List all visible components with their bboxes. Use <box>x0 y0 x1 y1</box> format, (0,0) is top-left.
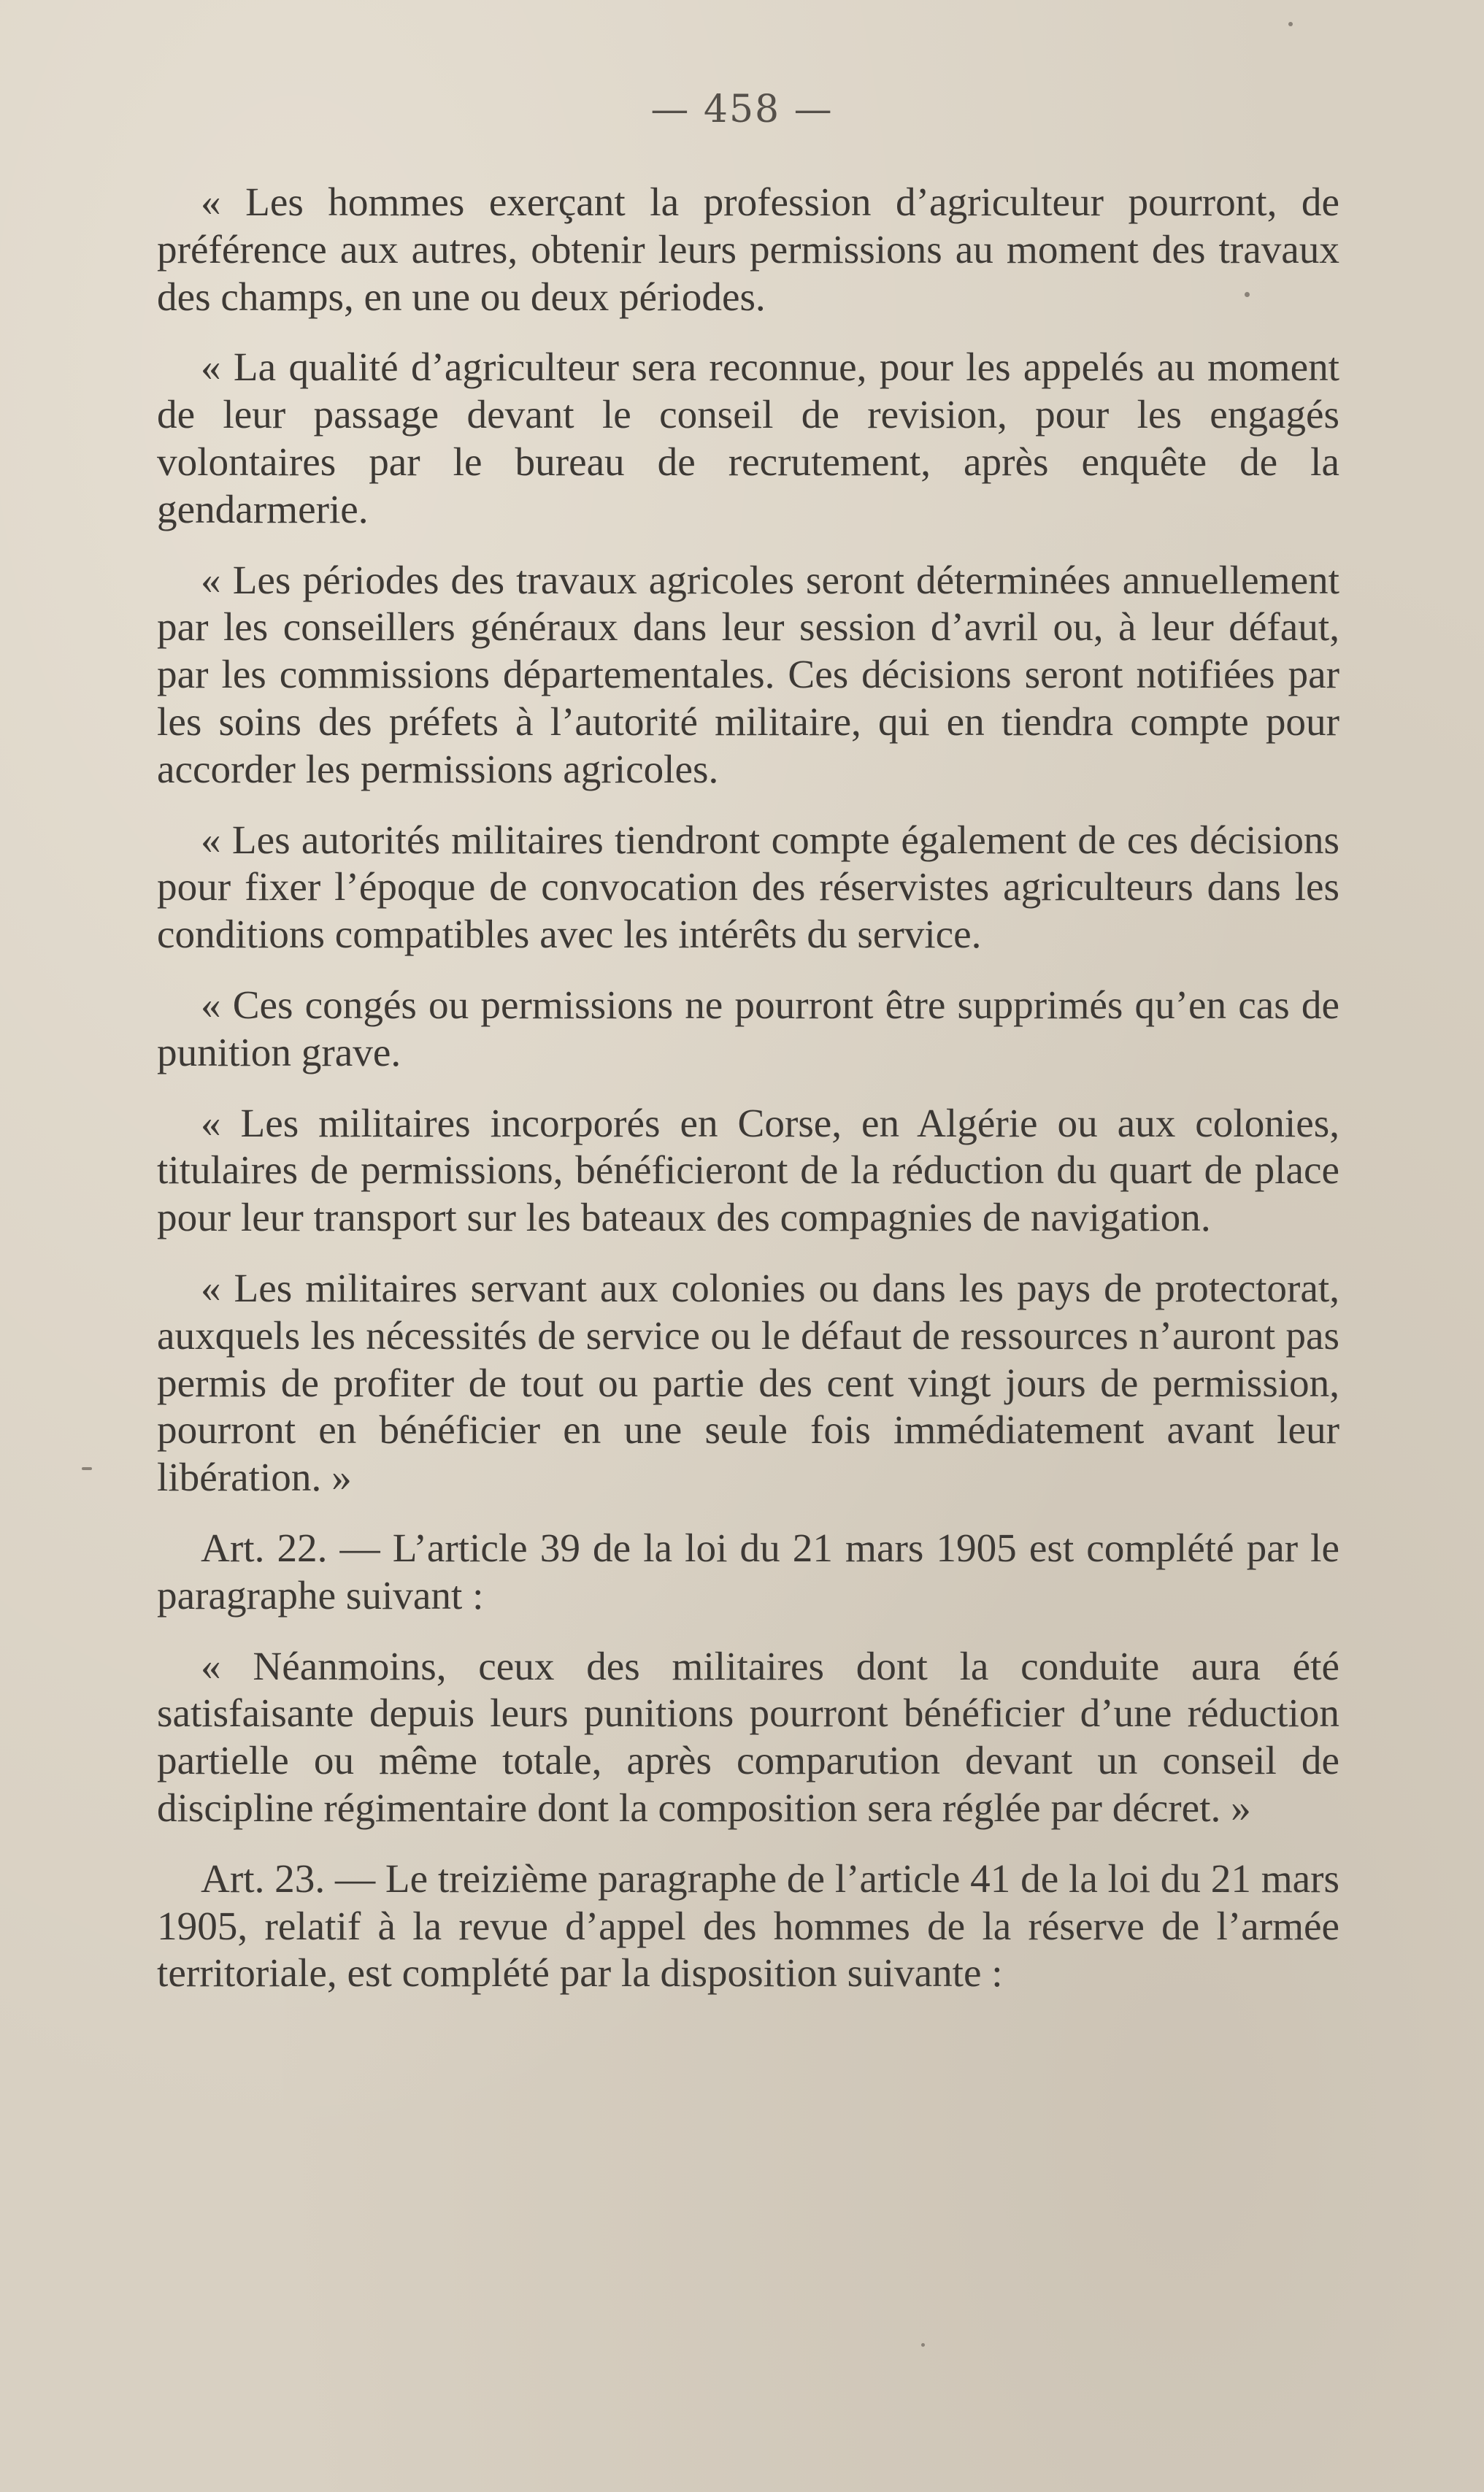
paper-speck <box>82 1467 92 1470</box>
paragraph-autorites-militaires: « Les autorités militaires tiendront compte également de ces décisions pour fixer l’époque de convocation des réservistes agriculteurs dans les conditions compatibles avec les intérêts du service. <box>157 817 1339 957</box>
paragraph-agriculteurs-permissions: « Les hommes exerçant la profession d’agriculteur pourront, de préférence aux autres, obtenir leurs permissions au moment des travaux des champs, en une ou deux périodes. <box>157 180 1339 319</box>
paragraph-article-23: Art. 23. — Le treizième paragraphe de l’article 41 de la loi du 21 mars 1905, relatif à la revue d’appel des hommes de la réserve de l’armée territoriale, est complété par la disposition suivante : <box>157 1855 1339 1996</box>
paragraph-militaires-colonies: « Les militaires servant aux colonies ou dans les pays de protectorat, auxquels les nécessités de service ou le défaut de ressources n’auront pas permis de profiter de tout ou partie des cent vingt jours de permission, pourront en bénéficier en une seule fois immédiatement avant leur libération. » <box>157 1265 1339 1500</box>
paper-speck <box>921 2343 925 2347</box>
paragraph-periodes-travaux: « Les périodes des travaux agricoles seront déterminées annuellement par les conseillers généraux dans leur session d’avril ou, à leur défaut, par les commissions départementales. Ces décisions seront notifiées par les soins des préfets à l’autorité militaire, qui en tiendra compte pour accorder les permissions agricoles. <box>157 557 1339 791</box>
paragraph-neanmoins: « Néanmoins, ceux des militaires dont la conduite aura été satisfaisante depuis leurs punitions pourront bénéficier d’une réduction partielle ou même totale, après comparution devant un conseil de discipline régimentaire dont la composition sera réglée par décret. » <box>157 1643 1339 1830</box>
paragraph-conges-permissions: « Ces congés ou permissions ne pourront être supprimés qu’en cas de punition grave. <box>157 982 1339 1074</box>
page-number: — 458 — <box>650 88 834 131</box>
paper-speck <box>1245 292 1250 297</box>
body-text <box>157 179 1339 2020</box>
paper-speck <box>1288 22 1293 26</box>
paragraph-qualite-agriculteur: « La qualité d’agriculteur sera reconnue, pour les appelés au moment de leur passage devant le conseil de revision, pour les engagés volontaires par le bureau de recrutement, après enquête de la gendarmerie. <box>157 345 1339 531</box>
paragraph-militaires-incorpores: « Les militaires incorporés en Corse, en Algérie ou aux colonies, titulaires de permissions, bénéficieront de la réduction du quart de place pour leur transport sur les bateaux des compagnies de navigation. <box>157 1100 1339 1240</box>
paragraph-article-22: Art. 22. — L’article 39 de la loi du 21 mars 1905 est complété par le paragraphe suivant : <box>157 1525 1339 1618</box>
